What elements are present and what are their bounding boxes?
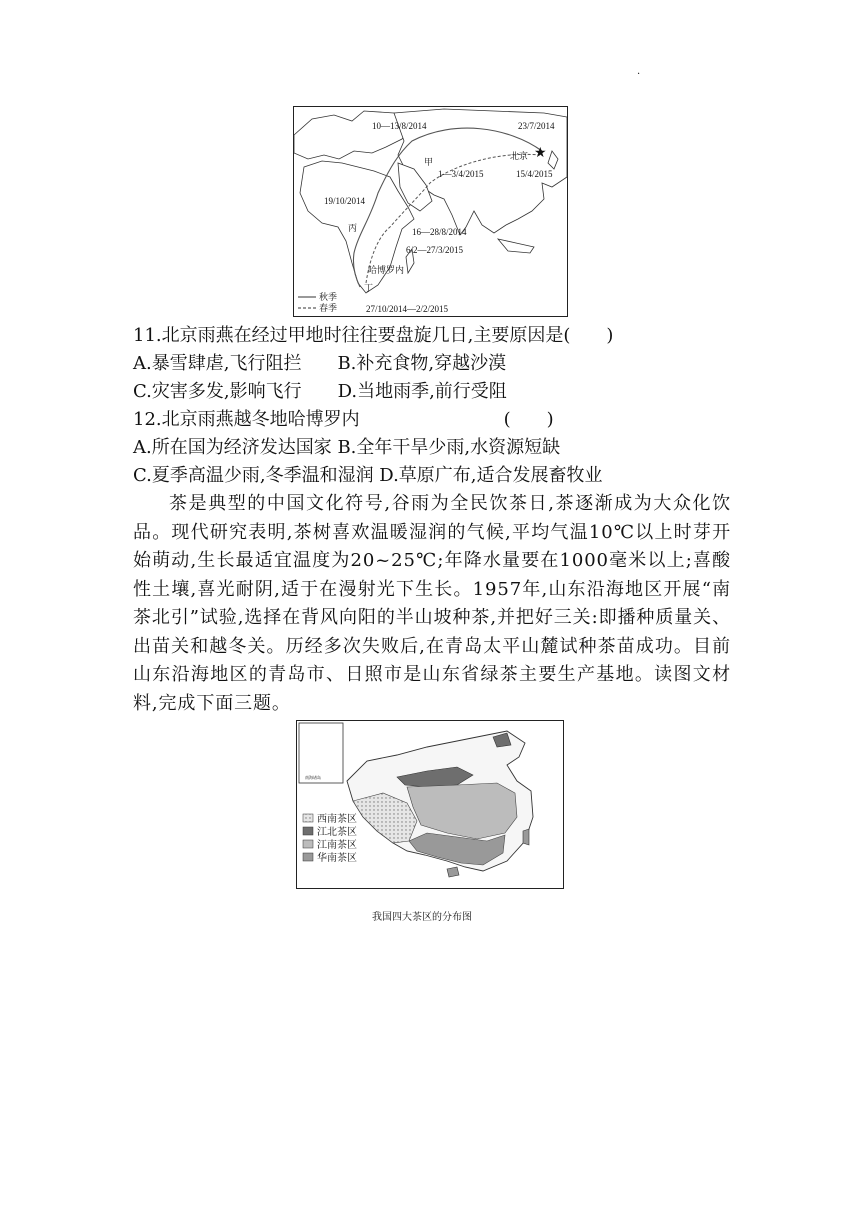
hainan-island (447, 867, 459, 877)
ding-label: 丁 (364, 283, 374, 293)
legend-spring-label: 春季 (319, 303, 338, 313)
date-label-1: 10—13/8/2014 (372, 121, 427, 131)
beijing-star-icon: ★ (534, 145, 547, 161)
legend-label-jiangbei: 江北茶区 (317, 827, 357, 838)
date-label-5: 19/10/2014 (324, 196, 366, 206)
date-label-6: 16—28/8/2014 (412, 227, 467, 237)
tea-map-legend (303, 812, 357, 864)
question-12-options-1: A.所在国为经济发达国家 B.全年干旱少雨,水资源短缺 (133, 437, 561, 458)
tea-passage-text: 茶是典型的中国文化符号,谷雨为全民饮茶日,茶逐渐成为大众化饮品。现代研究表明,茶树喜欢温暖湿润的气候,平均气温10℃以上时芽开始萌动,生长最适宜温度为20~25℃;年降水量要在1000毫米以上;喜酸性土壤,喜光耐阴,适于在漫射光下生长。1957年,山东沿海地区开展“南茶北引”试验,选择在背风向阳的半山坡种茶,并把好三关:即播种质量关、出苗关和越冬关。历经多次失败后,在青岛太平山麓试种茶苗成功。目前山东沿海地区的青岛市、日照市是山东省绿茶主要生产基地。读图文材料,完成下面三题。 (133, 493, 731, 714)
question-11-stem: 11.北京雨燕在经过甲地时往往要盘旋几日,主要原因是( ) (133, 325, 614, 346)
tea-passage (133, 490, 731, 718)
question-12-stem: 12.北京雨燕越冬地哈博罗内 ( ) (133, 409, 554, 430)
jia-label: 甲 (424, 157, 434, 167)
date-label-3: 1—3/4/2015 (438, 169, 484, 179)
date-label-4: 15/4/2015 (516, 169, 553, 179)
hbln-label: 哈博罗内 (368, 265, 405, 275)
legend-swatch-southwest (303, 814, 313, 822)
question-11-options-1: A.暴雪肆虐,飞行阻拦 B.补充食物,穿越沙漠 (133, 353, 507, 374)
question-11-options-2: C.灾害多发,影响飞行 D.当地雨季,前行受阻 (133, 381, 507, 402)
tea-region-map (296, 720, 564, 889)
date-label-7: 6/2—27/3/2015 (406, 245, 464, 255)
europe-landmass (294, 111, 412, 159)
page-dot: . (637, 66, 641, 77)
bing-label: 丙 (348, 223, 358, 233)
question-12-options-2: C.夏季高温少雨,冬季温和湿润 D.草原广布,适合发展畜牧业 (133, 465, 603, 486)
south-sea-inset (299, 723, 343, 783)
legend-autumn-label: 秋季 (319, 292, 338, 302)
migration-map (293, 106, 568, 317)
legend-label-jiangnan: 江南茶区 (317, 840, 357, 851)
tea-map-caption: 我国四大茶区的分布图 (372, 912, 472, 923)
legend-label-huanan: 华南茶区 (317, 853, 357, 864)
legend-swatch-huanan (303, 853, 313, 861)
indonesia (498, 239, 534, 253)
taiwan-island (523, 829, 529, 845)
legend-swatch-jiangnan (303, 840, 313, 848)
legend-label-southwest: 西南茶区 (317, 814, 357, 825)
legend-swatch-jiangbei (303, 827, 313, 835)
tea-region-map-svg (297, 721, 563, 888)
date-label-2: 23/7/2014 (518, 121, 555, 131)
south-sea-inset-label: 南海诸岛 (305, 775, 321, 780)
beijing-label: 北京 (510, 151, 529, 161)
migration-map-svg (294, 107, 567, 316)
date-label-8: 27/10/2014—2/2/2015 (366, 304, 449, 314)
